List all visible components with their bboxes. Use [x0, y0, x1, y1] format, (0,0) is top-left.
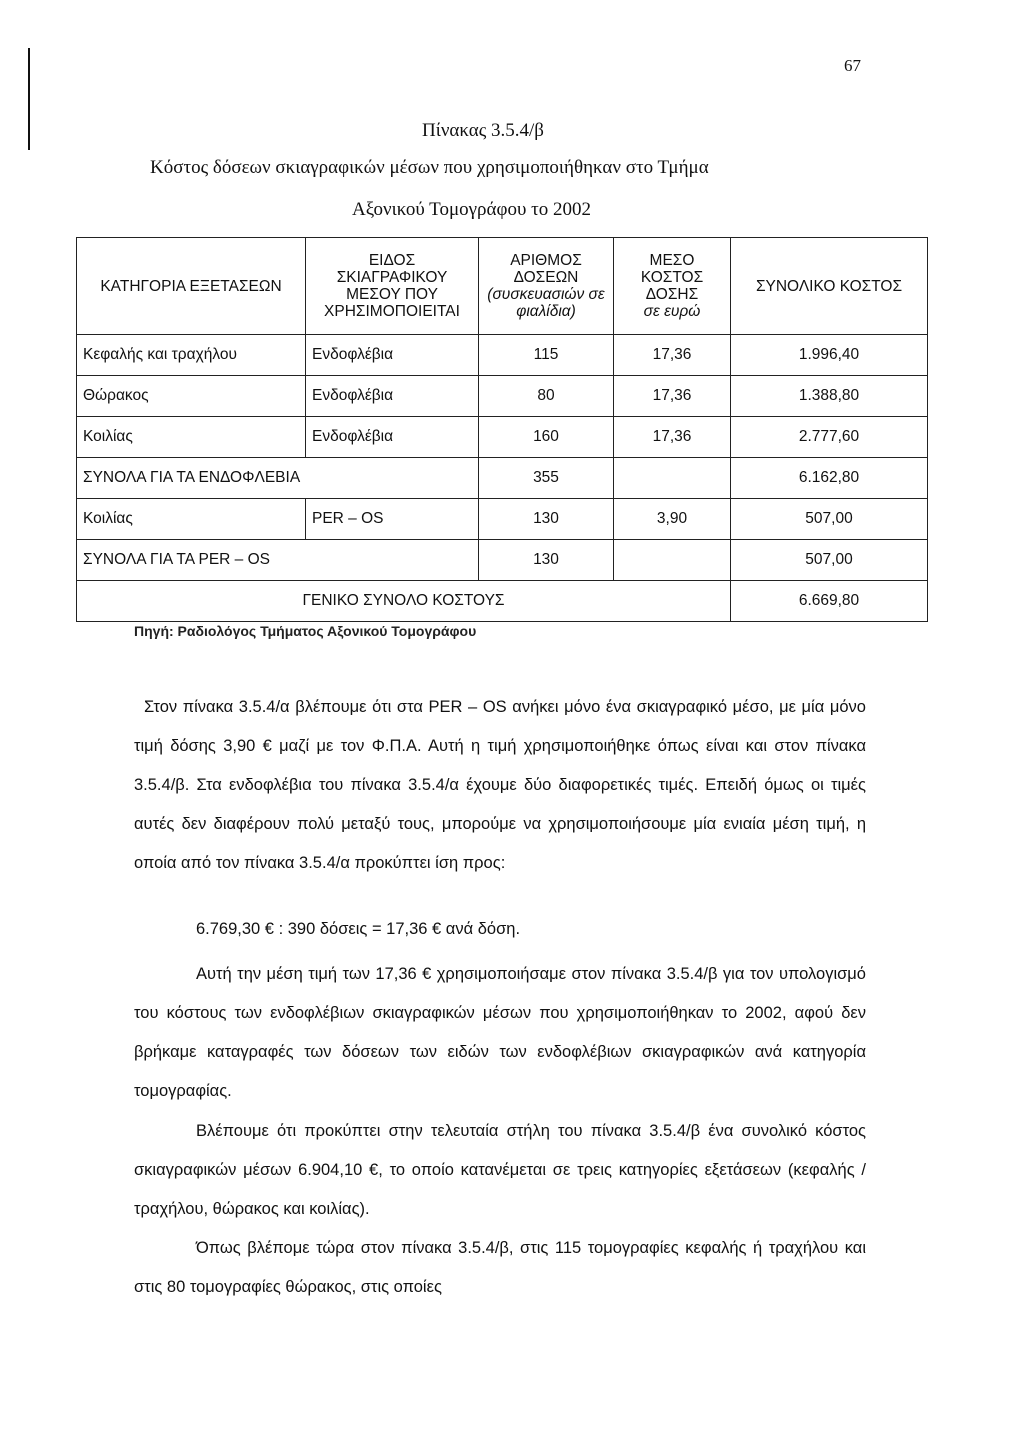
row-medium: Ενδοφλέβια	[306, 335, 479, 376]
subtotal-iv-label: ΣΥΝΟΛΑ ΓΙΑ ΤΑ ΕΝΔΟΦΛΕΒΙΑ	[77, 458, 479, 499]
row-total-cost: 1.996,40	[731, 335, 928, 376]
grand-total-label: ΓΕΝΙΚΟ ΣΥΝΟΛΟ ΚΟΣΤΟΥΣ	[77, 581, 731, 622]
subtotal-per-os-row	[77, 540, 928, 581]
header-avg-cost	[614, 238, 731, 335]
row-doses: 160	[479, 417, 614, 458]
row-total-cost: 507,00	[731, 499, 928, 540]
header-medium: ΕΙΔΟΣ ΣΚΙΑΓΡΑΦΙΚΟΥ ΜΕΣΟΥ ΠΟΥ ΧΡΗΣΙΜΟΠΟΙΕΙΤΑΙ	[306, 238, 479, 335]
row-avg-cost: 3,90	[614, 499, 731, 540]
subtotal-per-os-doses: 130	[479, 540, 614, 581]
row-medium: PER – OS	[306, 499, 479, 540]
subtotal-per-os-label: ΣΥΝΟΛΑ ΓΙΑ ΤΑ PER – OS	[77, 540, 479, 581]
subtotal-per-os-avg-empty	[614, 540, 731, 581]
row-category: Κεφαλής και τραχήλου	[77, 335, 306, 376]
header-doses-sub: (συσκευασιών σε φιαλίδια)	[487, 286, 605, 320]
header-doses-main: ΑΡΙΘΜΟΣ ΔΟΣΕΩΝ	[510, 252, 582, 286]
header-doses	[479, 238, 614, 335]
row-doses: 80	[479, 376, 614, 417]
row-medium: Ενδοφλέβια	[306, 376, 479, 417]
row-category: Κοιλίας	[77, 417, 306, 458]
row-total-cost: 2.777,60	[731, 417, 928, 458]
table-number: Πίνακας 3.5.4/β	[422, 120, 544, 141]
header-avg-cost-main: ΜΕΣΟ ΚΟΣΤΟΣ ΔΟΣΗΣ	[640, 252, 704, 303]
table-row	[77, 335, 928, 376]
margin-rule	[28, 48, 30, 150]
row-medium: Ενδοφλέβια	[306, 417, 479, 458]
grand-total-row	[77, 581, 928, 622]
table-title-line2: Αξονικού Τομογράφου το 2002	[352, 199, 591, 220]
subtotal-iv-doses: 355	[479, 458, 614, 499]
paragraph-2: Αυτή την μέση τιμή των 17,36 € χρησιμοποιήσαμε στον πίνακα 3.5.4/β για τον υπολογισμό του κόστους των ενδοφλέβιων σκιαγραφικών μέσων που χρησιμοποιήθηκαν το 2002, αφού δεν βρήκαμε καταγραφές των δόσεων των ειδών των ενδοφλέβιων σκιαγραφικών ανά κατηγορία τομογραφίας.	[134, 965, 866, 1100]
header-category: ΚΑΤΗΓΟΡΙΑ ΕΞΕΤΑΣΕΩΝ	[77, 238, 306, 335]
paragraph-4: Όπως βλέπομε τώρα στον πίνακα 3.5.4/β, στις 115 τομογραφίες κεφαλής ή τραχήλου και στις 80 τομογραφίες θώρακος, στις οποίες	[134, 1239, 866, 1296]
per-os-row	[77, 499, 928, 540]
table-source: Πηγή: Ραδιολόγος Τμήματος Αξονικού Τομογράφου	[134, 623, 477, 639]
row-avg-cost: 17,36	[614, 417, 731, 458]
table-row	[77, 417, 928, 458]
row-avg-cost: 17,36	[614, 376, 731, 417]
row-doses: 130	[479, 499, 614, 540]
header-avg-cost-sub: σε ευρώ	[643, 303, 701, 320]
row-avg-cost: 17,36	[614, 335, 731, 376]
page-number: 67	[844, 56, 861, 75]
paragraph-1: Στον πίνακα 3.5.4/α βλέπουμε ότι στα PER – OS ανήκει μόνο ένα σκιαγραφικό μέσο, με μία μόνο τιμή δόσης 3,90 € μαζί με τον Φ.Π.Α. Αυτή η τιμή χρησιμοποιήθηκε όπως είναι και στον πίνακα 3.5.4/β. Στα ενδοφλέβια του πίνακα 3.5.4/α έχουμε δύο διαφορετικές τιμές. Επειδή όμως οι τιμές αυτές δεν διαφέρουν πολύ μεταξύ τους, μπορούμε να χρησιμοποιήσουμε μία ενιαία μέση τιμή, η οποία από τον πίνακα 3.5.4/α προκύπτει ίση προς:	[134, 698, 866, 872]
row-category: Κοιλίας	[77, 499, 306, 540]
row-doses: 115	[479, 335, 614, 376]
table-title-line1: Κόστος δόσεων σκιαγραφικών μέσων που χρησιμοποιήθηκαν στο Τμήμα	[150, 157, 709, 178]
row-category: Θώρακος	[77, 376, 306, 417]
paragraph-3: Βλέπουμε ότι προκύπτει στην τελευταία στήλη του πίνακα 3.5.4/β ένα συνολικό κόστος σκιαγραφικών μέσων 6.904,10 €, το οποίο κατανέμεται σε τρεις κατηγορίες εξετάσεων (κεφαλής / τραχήλου, θώρακος και κοιλίας).	[134, 1122, 866, 1218]
calculation-line: 6.769,30 € : 390 δόσεις = 17,36 € ανά δόση.	[196, 920, 521, 938]
row-total-cost: 1.388,80	[731, 376, 928, 417]
subtotal-iv-avg-empty	[614, 458, 731, 499]
header-total-cost: ΣΥΝΟΛΙΚΟ ΚΟΣΤΟΣ	[731, 238, 928, 335]
table-row	[77, 376, 928, 417]
subtotal-per-os-total: 507,00	[731, 540, 928, 581]
cost-table	[76, 237, 928, 622]
table-header-row	[77, 238, 928, 335]
grand-total-value: 6.669,80	[731, 581, 928, 622]
subtotal-iv-total: 6.162,80	[731, 458, 928, 499]
subtotal-iv-row	[77, 458, 928, 499]
